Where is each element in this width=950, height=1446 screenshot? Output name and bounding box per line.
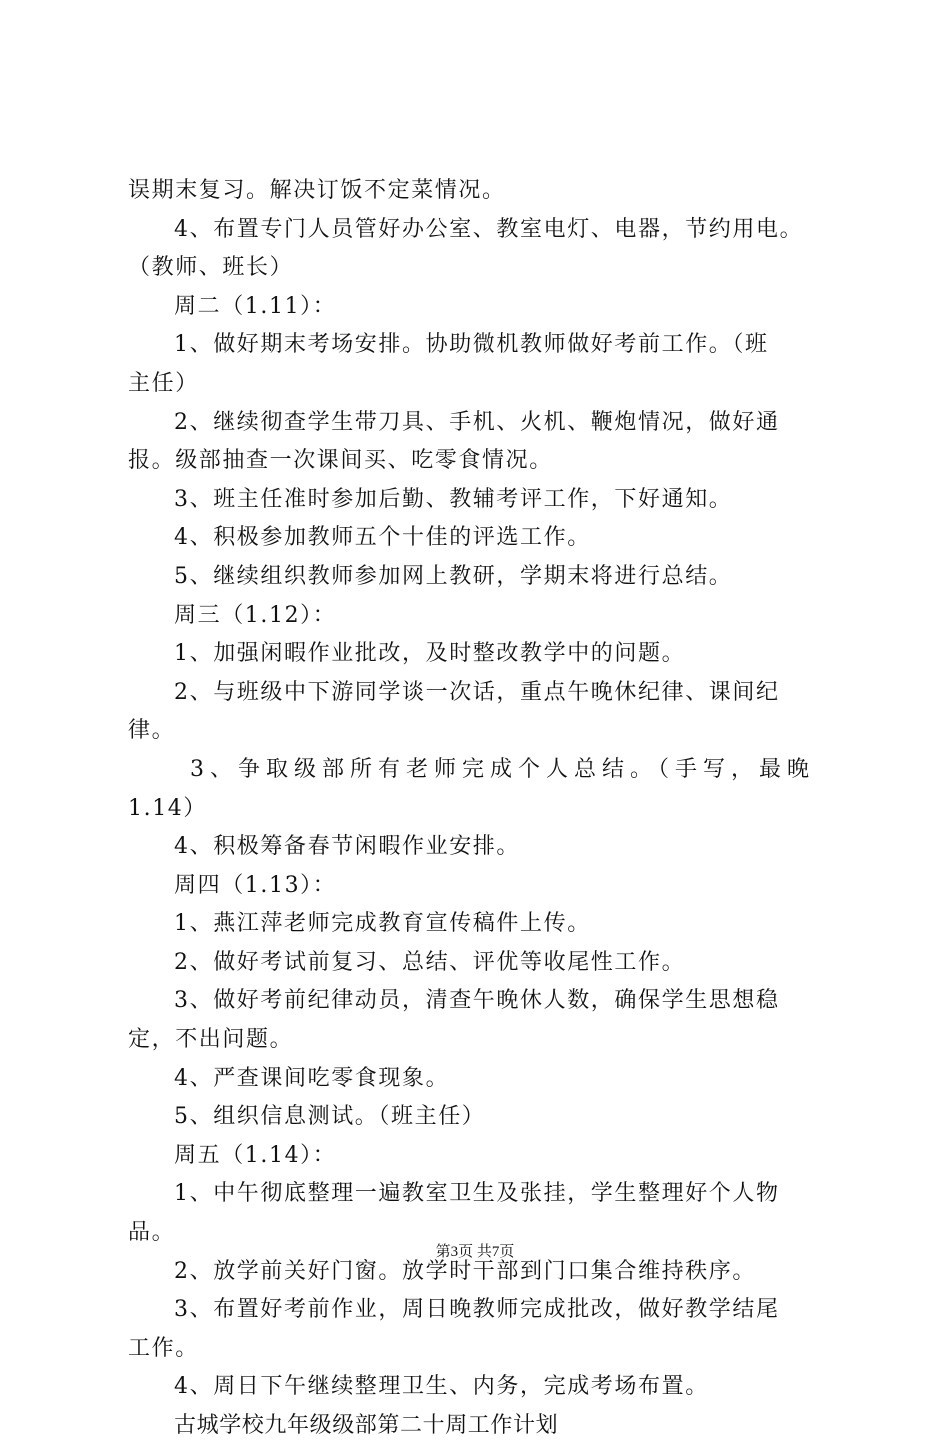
day-heading: 周四（1.13）：: [174, 872, 337, 898]
text-line: 工作。: [128, 1335, 199, 1361]
text-line: 3、布置好考前作业，周日晚教师完成批改，做好教学结尾: [174, 1297, 780, 1323]
text-line: 5、继续组织教师参加网上教研，学期末将进行总结。: [174, 563, 733, 589]
text-line: 1、加强闲暇作业批改，及时整改教学中的问题。: [174, 641, 686, 667]
text-line: 3、班主任准时参加后勤、教辅考评工作，下好通知。: [174, 486, 733, 512]
text-line: 2、继续彻查学生带刀具、手机、火机、鞭炮情况，做好通: [174, 409, 780, 435]
text-line: 4、严查课间吃零食现象。: [174, 1065, 450, 1091]
text-line: 1、中午彻底整理一遍教室卫生及张挂，学生整理好个人物: [174, 1181, 780, 1207]
text-line: 3、做好考前纪律动员，清查午晚休人数，确保学生思想稳: [174, 988, 780, 1014]
text-line: 律。: [128, 718, 176, 744]
text-line: 2、放学前关好门窗。放学时干部到门口集合维持秩序。: [174, 1258, 756, 1284]
text-line: 1.14）: [128, 795, 207, 821]
section-title: 古城学校九年级级部第二十周工作计划: [174, 1413, 559, 1438]
text-line: 1、做好期末考场安排。协助微机教师做好考前工作。（班: [174, 332, 769, 358]
text-line: 品。: [128, 1220, 176, 1246]
text-line: （教师、班长）: [128, 255, 294, 281]
day-heading: 周五（1.14）：: [174, 1142, 337, 1168]
text-line: 主任）: [128, 370, 199, 396]
text-line: 误期末复习。解决订饭不定菜情况。: [128, 178, 506, 203]
text-line: 4、周日下午继续整理卫生、内务，完成考场布置。: [174, 1374, 709, 1400]
text-line: 2、做好考试前复习、总结、评优等收尾性工作。: [174, 949, 686, 975]
text-line: 4、布置专门人员管好办公室、教室电灯、电器，节约用电。: [174, 216, 804, 242]
text-line: 2、与班级中下游同学谈一次话，重点午晚休纪律、课间纪: [174, 679, 780, 705]
text-line: 3、争取级部所有老师完成个人总结。（手写，最晚: [190, 756, 815, 782]
text-line: 1、燕江萍老师完成教育宣传稿件上传。: [174, 911, 591, 937]
day-heading: 周三（1.12）：: [174, 602, 337, 628]
text-line: 5、组织信息测试。（班主任）: [174, 1104, 486, 1130]
page-number: 第3页 共7页: [435, 1244, 515, 1260]
text-line: 4、积极参加教师五个十佳的评选工作。: [174, 525, 591, 551]
day-heading: 周二（1.11）：: [174, 293, 337, 319]
text-line: 4、积极筹备春节闲暇作业安排。: [174, 834, 520, 860]
text-line: 定，不出问题。: [128, 1027, 294, 1053]
text-line: 报。级部抽查一次课间买、吃零食情况。: [128, 448, 553, 474]
